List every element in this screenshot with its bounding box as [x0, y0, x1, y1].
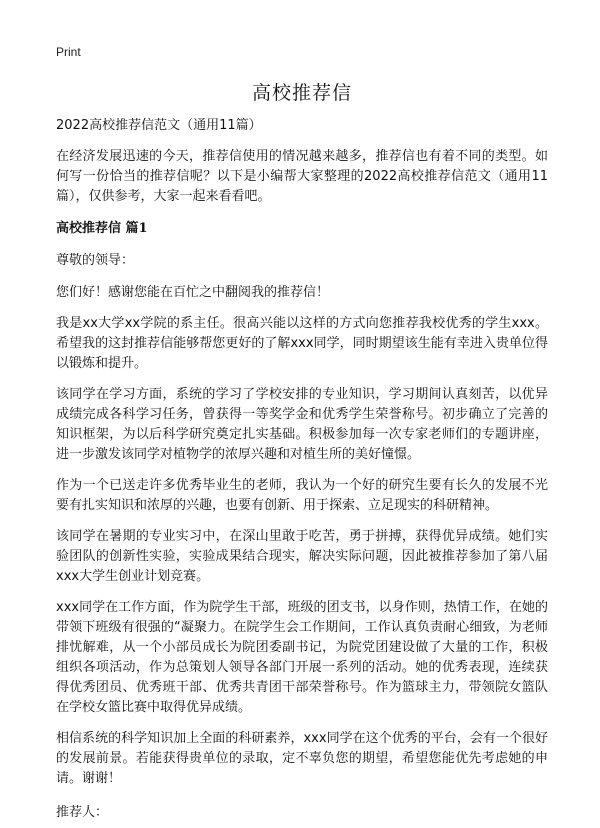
- document-subtitle: 2022高校推荐信范文（通用11篇）: [56, 118, 262, 133]
- body-paragraph-1: 我是xx大学xx学院的系主任。很高兴能以这样的方式向您推荐我校优秀的学生xxx。希望我的这封推荐信能够帮您更好的了解xxx同学，同时期望该生能有幸进入贵单位得以锻炼和提升。: [56, 316, 548, 371]
- body-paragraph-2: 该同学在学习方面，系统的学习了学校安排的专业知识，学习期间认真刻苦，以优异成绩完成各科学习任务，曾获得一等奖学金和优秀学生荣誉称号。初步确立了完善的知识框架，为以后科学研究奠定扎实基础。积极参加每一次专家老师们的专题讲座，进一步激发该同学对植物学的浓厚兴趣和对植生所的美好憧憬。: [56, 387, 548, 462]
- section-heading: 高校推荐信 篇1: [56, 221, 148, 236]
- print-link[interactable]: Print: [56, 45, 81, 59]
- body-paragraph-5: xxx同学在工作方面，作为院学生干部，班级的团支书，以身作则，热情工作，在她的带领下班级有很强的“凝聚力。在院学生会工作期间，工作认真负责耐心细致，为老师排忧解难，从一个小部员成长为院团委副书记，为院党团建设做了大量的工作，积极组织各项活动，作为总策划人领导各部门开展一系列的活动。她的优秀表现，连续获得优秀团员、优秀班干部、优秀共青团干部荣誉称号。作为篮球主力，带领院女篮队在学校女篮比赛中取得优异成绩。: [56, 600, 548, 715]
- document-title: 高校推荐信: [251, 82, 352, 104]
- body-paragraph-3: 作为一个已送走许多优秀毕业生的老师，我认为一个好的研究生要有长久的发展不光要有扎实知识和浓厚的兴趣，也要有创新、用于探索、立足现实的科研精神。: [56, 478, 548, 513]
- greeting: 您们好！感谢您能在百忙之中翻阅我的推荐信！: [56, 285, 330, 300]
- body-paragraph-4: 该同学在暑期的专业实习中，在深山里敢于吃苦，勇于拼搏，获得优异成绩。她们实验团队的创新性实验，实验成果结合现实，解决实际问题，因此被推荐参加了第八届xxx大学生创业计划竞赛。: [56, 529, 548, 584]
- salutation: 尊敬的领导：: [56, 253, 135, 268]
- body-paragraph-6: 相信系统的科学知识加上全面的科研素养，xxx同学在这个优秀的平台，会有一个很好的发展前景。若能获得贵单位的录取，定不辜负您的期望，希望您能优先考虑她的申请。谢谢！: [56, 731, 548, 786]
- intro-paragraph: 在经济发展迅速的今天，推荐信使用的情况越来越多，推荐信也有着不同的类型。如何写一份恰当的推荐信呢？以下是小编帮大家整理的2022高校推荐信范文（通用11篇），仅供参考，大家一起来看看吧。: [56, 149, 548, 204]
- signer-label: 推荐人：: [56, 805, 109, 820]
